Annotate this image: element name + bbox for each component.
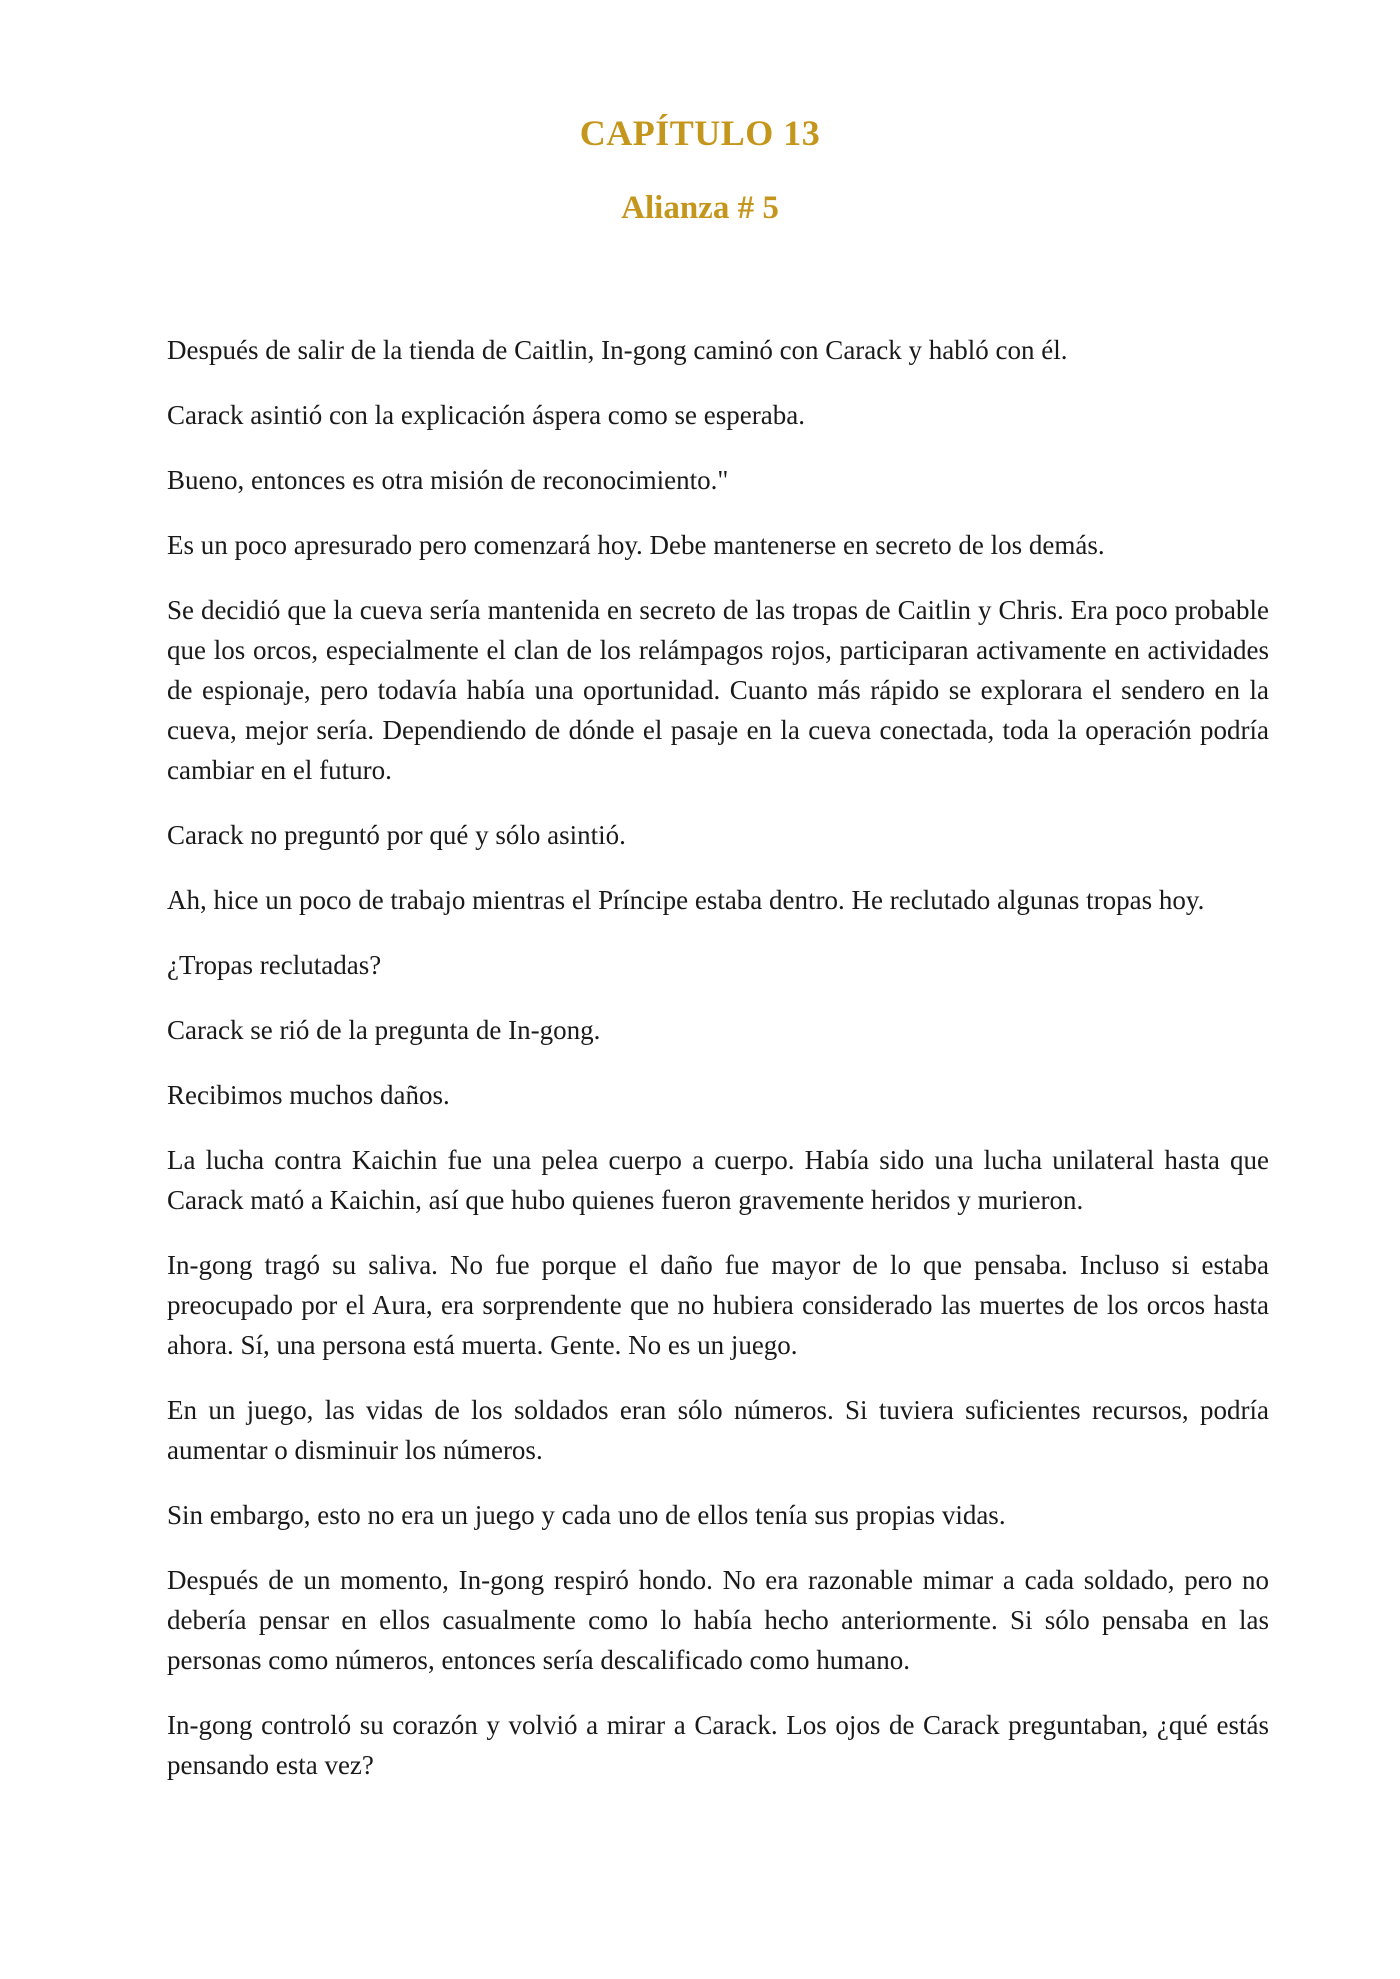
paragraph: Carack no preguntó por qué y sólo asintió. xyxy=(167,820,626,850)
paragraph: Bueno, entonces es otra misión de reconocimiento." xyxy=(167,465,729,495)
body-text xyxy=(167,330,1269,1810)
paragraph: Recibimos muchos daños. xyxy=(167,1080,450,1110)
chapter-title: CAPÍTULO 13 xyxy=(579,113,821,153)
paragraph: In-gong tragó su saliva. No fue porque el daño fue mayor de lo que pensaba. Incluso si estaba preocupado por el Aura, era sorprendente que no hubiera considerado las muertes de los orcos hasta ahora. Sí, una persona está muerta. Gente. No es un juego. xyxy=(167,1250,1269,1360)
chapter-subtitle: Alianza # 5 xyxy=(621,190,779,226)
paragraph: Carack asintió con la explicación áspera como se esperaba. xyxy=(167,400,805,430)
paragraph: Ah, hice un poco de trabajo mientras el Príncipe estaba dentro. He reclutado algunas tropas hoy. xyxy=(167,885,1205,915)
paragraph: Después de salir de la tienda de Caitlin, In-gong caminó con Carack y habló con él. xyxy=(167,335,1068,365)
paragraph: Sin embargo, esto no era un juego y cada uno de ellos tenía sus propias vidas. xyxy=(167,1500,1006,1530)
paragraph: Se decidió que la cueva sería mantenida en secreto de las tropas de Caitlin y Chris. Era poco probable que los orcos, especialmente el clan de los relámpagos rojos, participaran activamente en actividades de espionaje, pero todavía había una oportunidad. Cuanto más rápido se explorara el sendero en la cueva, mejor sería. Dependiendo de dónde el pasaje en la cueva conectada, toda la operación podría cambiar en el futuro. xyxy=(167,595,1269,785)
paragraph: Es un poco apresurado pero comenzará hoy. Debe mantenerse en secreto de los demás. xyxy=(167,530,1105,560)
paragraph: ¿Tropas reclutadas? xyxy=(167,950,382,980)
paragraph: In-gong controló su corazón y volvió a mirar a Carack. Los ojos de Carack preguntaban, ¿qué estás pensando esta vez? xyxy=(167,1710,1269,1780)
paragraph: Después de un momento, In-gong respiró hondo. No era razonable mimar a cada soldado, pero no debería pensar en ellos casualmente como lo había hecho anteriormente. Si sólo pensaba en las personas como números, entonces sería descalificado como humano. xyxy=(167,1565,1269,1675)
paragraph: Carack se rió de la pregunta de In-gong. xyxy=(167,1015,601,1045)
paragraph: La lucha contra Kaichin fue una pelea cuerpo a cuerpo. Había sido una lucha unilateral hasta que Carack mató a Kaichin, así que hubo quienes fueron gravemente heridos y murieron. xyxy=(167,1145,1269,1215)
paragraph: En un juego, las vidas de los soldados eran sólo números. Si tuviera suficientes recursos, podría aumentar o disminuir los números. xyxy=(167,1395,1269,1465)
